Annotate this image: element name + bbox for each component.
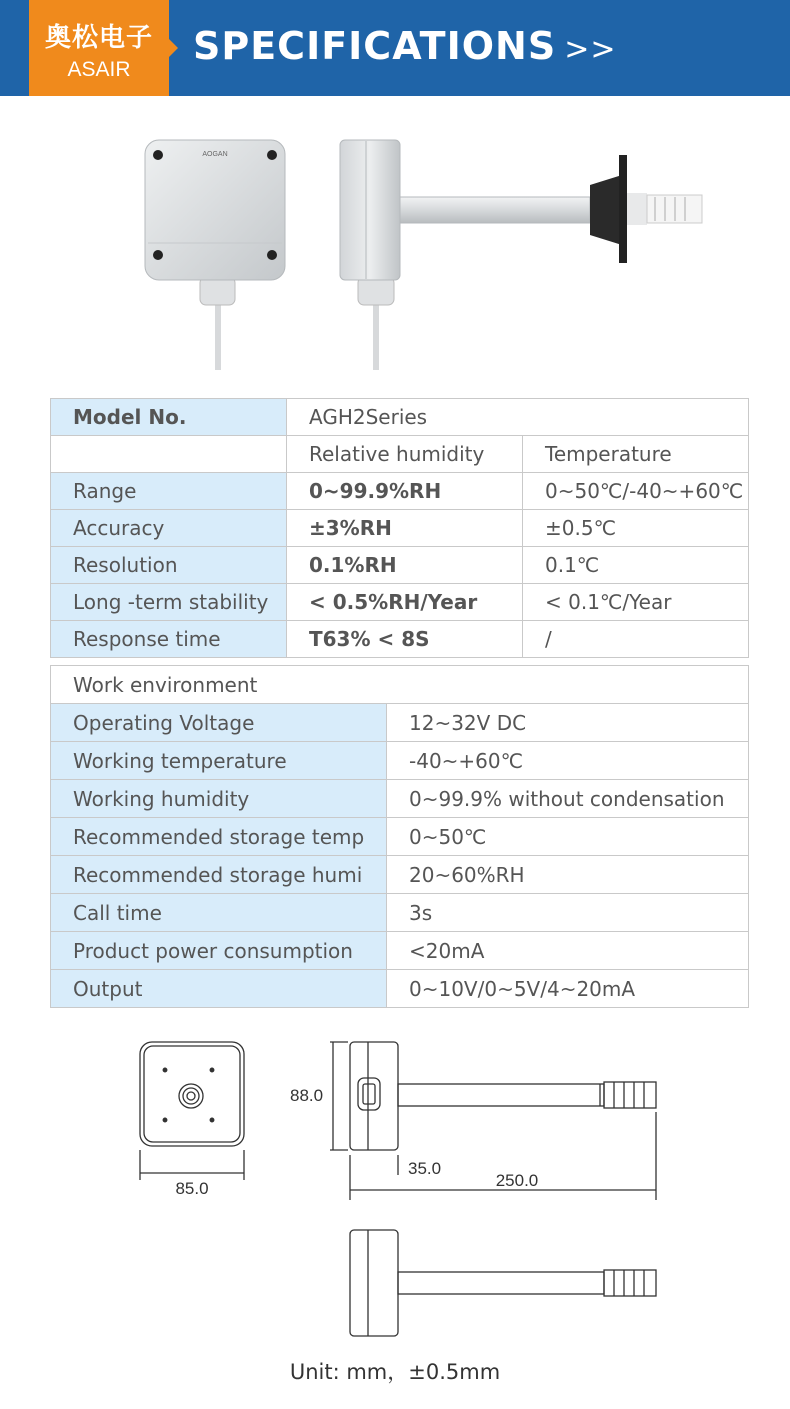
row-value: 3s — [387, 894, 749, 932]
row-label: Call time — [51, 894, 387, 932]
row-value: <20mA — [387, 932, 749, 970]
table-row — [51, 894, 749, 932]
row-label: Product power consumption — [51, 932, 387, 970]
table-row — [51, 818, 749, 856]
front-brand-label: AOGAN — [202, 151, 228, 158]
temp-value: ±0.5℃ — [523, 510, 749, 547]
column-header-temp: Temperature — [523, 436, 749, 473]
product-photo — [130, 125, 720, 375]
temp-value: / — [523, 621, 749, 658]
table-row — [51, 932, 749, 970]
dimension-width: 85.0 — [175, 1179, 209, 1198]
table-row — [51, 473, 749, 510]
row-label: Recommended storage humi — [51, 856, 387, 894]
table-row — [51, 970, 749, 1008]
row-label: Working humidity — [51, 780, 387, 818]
row-value: 0~99.9% without condensation — [387, 780, 749, 818]
row-value: 20~60%RH — [387, 856, 749, 894]
row-label: Long -term stability — [51, 584, 287, 621]
temp-value: < 0.1℃/Year — [523, 584, 749, 621]
logo-pointer-icon — [169, 39, 178, 57]
rh-value: 0~99.9%RH — [287, 473, 523, 510]
table-row — [51, 856, 749, 894]
row-value: -40~+60℃ — [387, 742, 749, 780]
row-label: Resolution — [51, 547, 287, 584]
table-row — [51, 436, 749, 473]
column-header-rh: Relative humidity — [287, 436, 523, 473]
model-label: Model No. — [51, 399, 287, 436]
row-label: Response time — [51, 621, 287, 658]
table-row — [51, 780, 749, 818]
row-value: 0~50℃ — [387, 818, 749, 856]
table-row — [51, 742, 749, 780]
dimension-drawing — [130, 1030, 670, 1350]
table-row — [51, 666, 749, 704]
brand-logo — [29, 0, 169, 96]
row-value: 0~10V/0~5V/4~20mA — [387, 970, 749, 1008]
section-title: Work environment — [51, 666, 749, 704]
temp-value: 0~50℃/-40~+60℃ — [523, 473, 749, 510]
table-row — [51, 510, 749, 547]
row-label: Range — [51, 473, 287, 510]
unit-note: Unit: mm，±0.5mm — [289, 1360, 501, 1384]
work-environment-table — [50, 665, 749, 1008]
row-label: Recommended storage temp — [51, 818, 387, 856]
row-label: Accuracy — [51, 510, 287, 547]
row-label: Output — [51, 970, 387, 1008]
table-row — [51, 399, 749, 436]
table-row — [51, 621, 749, 658]
row-value: 12~32V DC — [387, 704, 749, 742]
brand-name-en: ASAIR — [67, 58, 131, 81]
dimension-height: 88.0 — [290, 1086, 324, 1105]
spec-table — [50, 398, 749, 658]
double-chevron-icon: >> — [564, 32, 617, 67]
rh-value: 0.1%RH — [287, 547, 523, 584]
rh-value: T63% < 8S — [287, 621, 523, 658]
temp-value: 0.1℃ — [523, 547, 749, 584]
empty-cell — [51, 436, 287, 473]
rh-value: ±3%RH — [287, 510, 523, 547]
rh-value: < 0.5%RH/Year — [287, 584, 523, 621]
model-value: AGH2Series — [287, 399, 749, 436]
row-label: Operating Voltage — [51, 704, 387, 742]
header-bar — [0, 0, 790, 96]
table-row — [51, 547, 749, 584]
table-row — [51, 704, 749, 742]
table-row — [51, 584, 749, 621]
dimension-length: 250.0 — [495, 1171, 539, 1190]
dimension-flange: 35.0 — [408, 1159, 442, 1178]
page-title: SPECIFICATIONS >> — [193, 24, 617, 68]
brand-name-cn: 奥松电子 — [44, 23, 153, 53]
row-label: Working temperature — [51, 742, 387, 780]
